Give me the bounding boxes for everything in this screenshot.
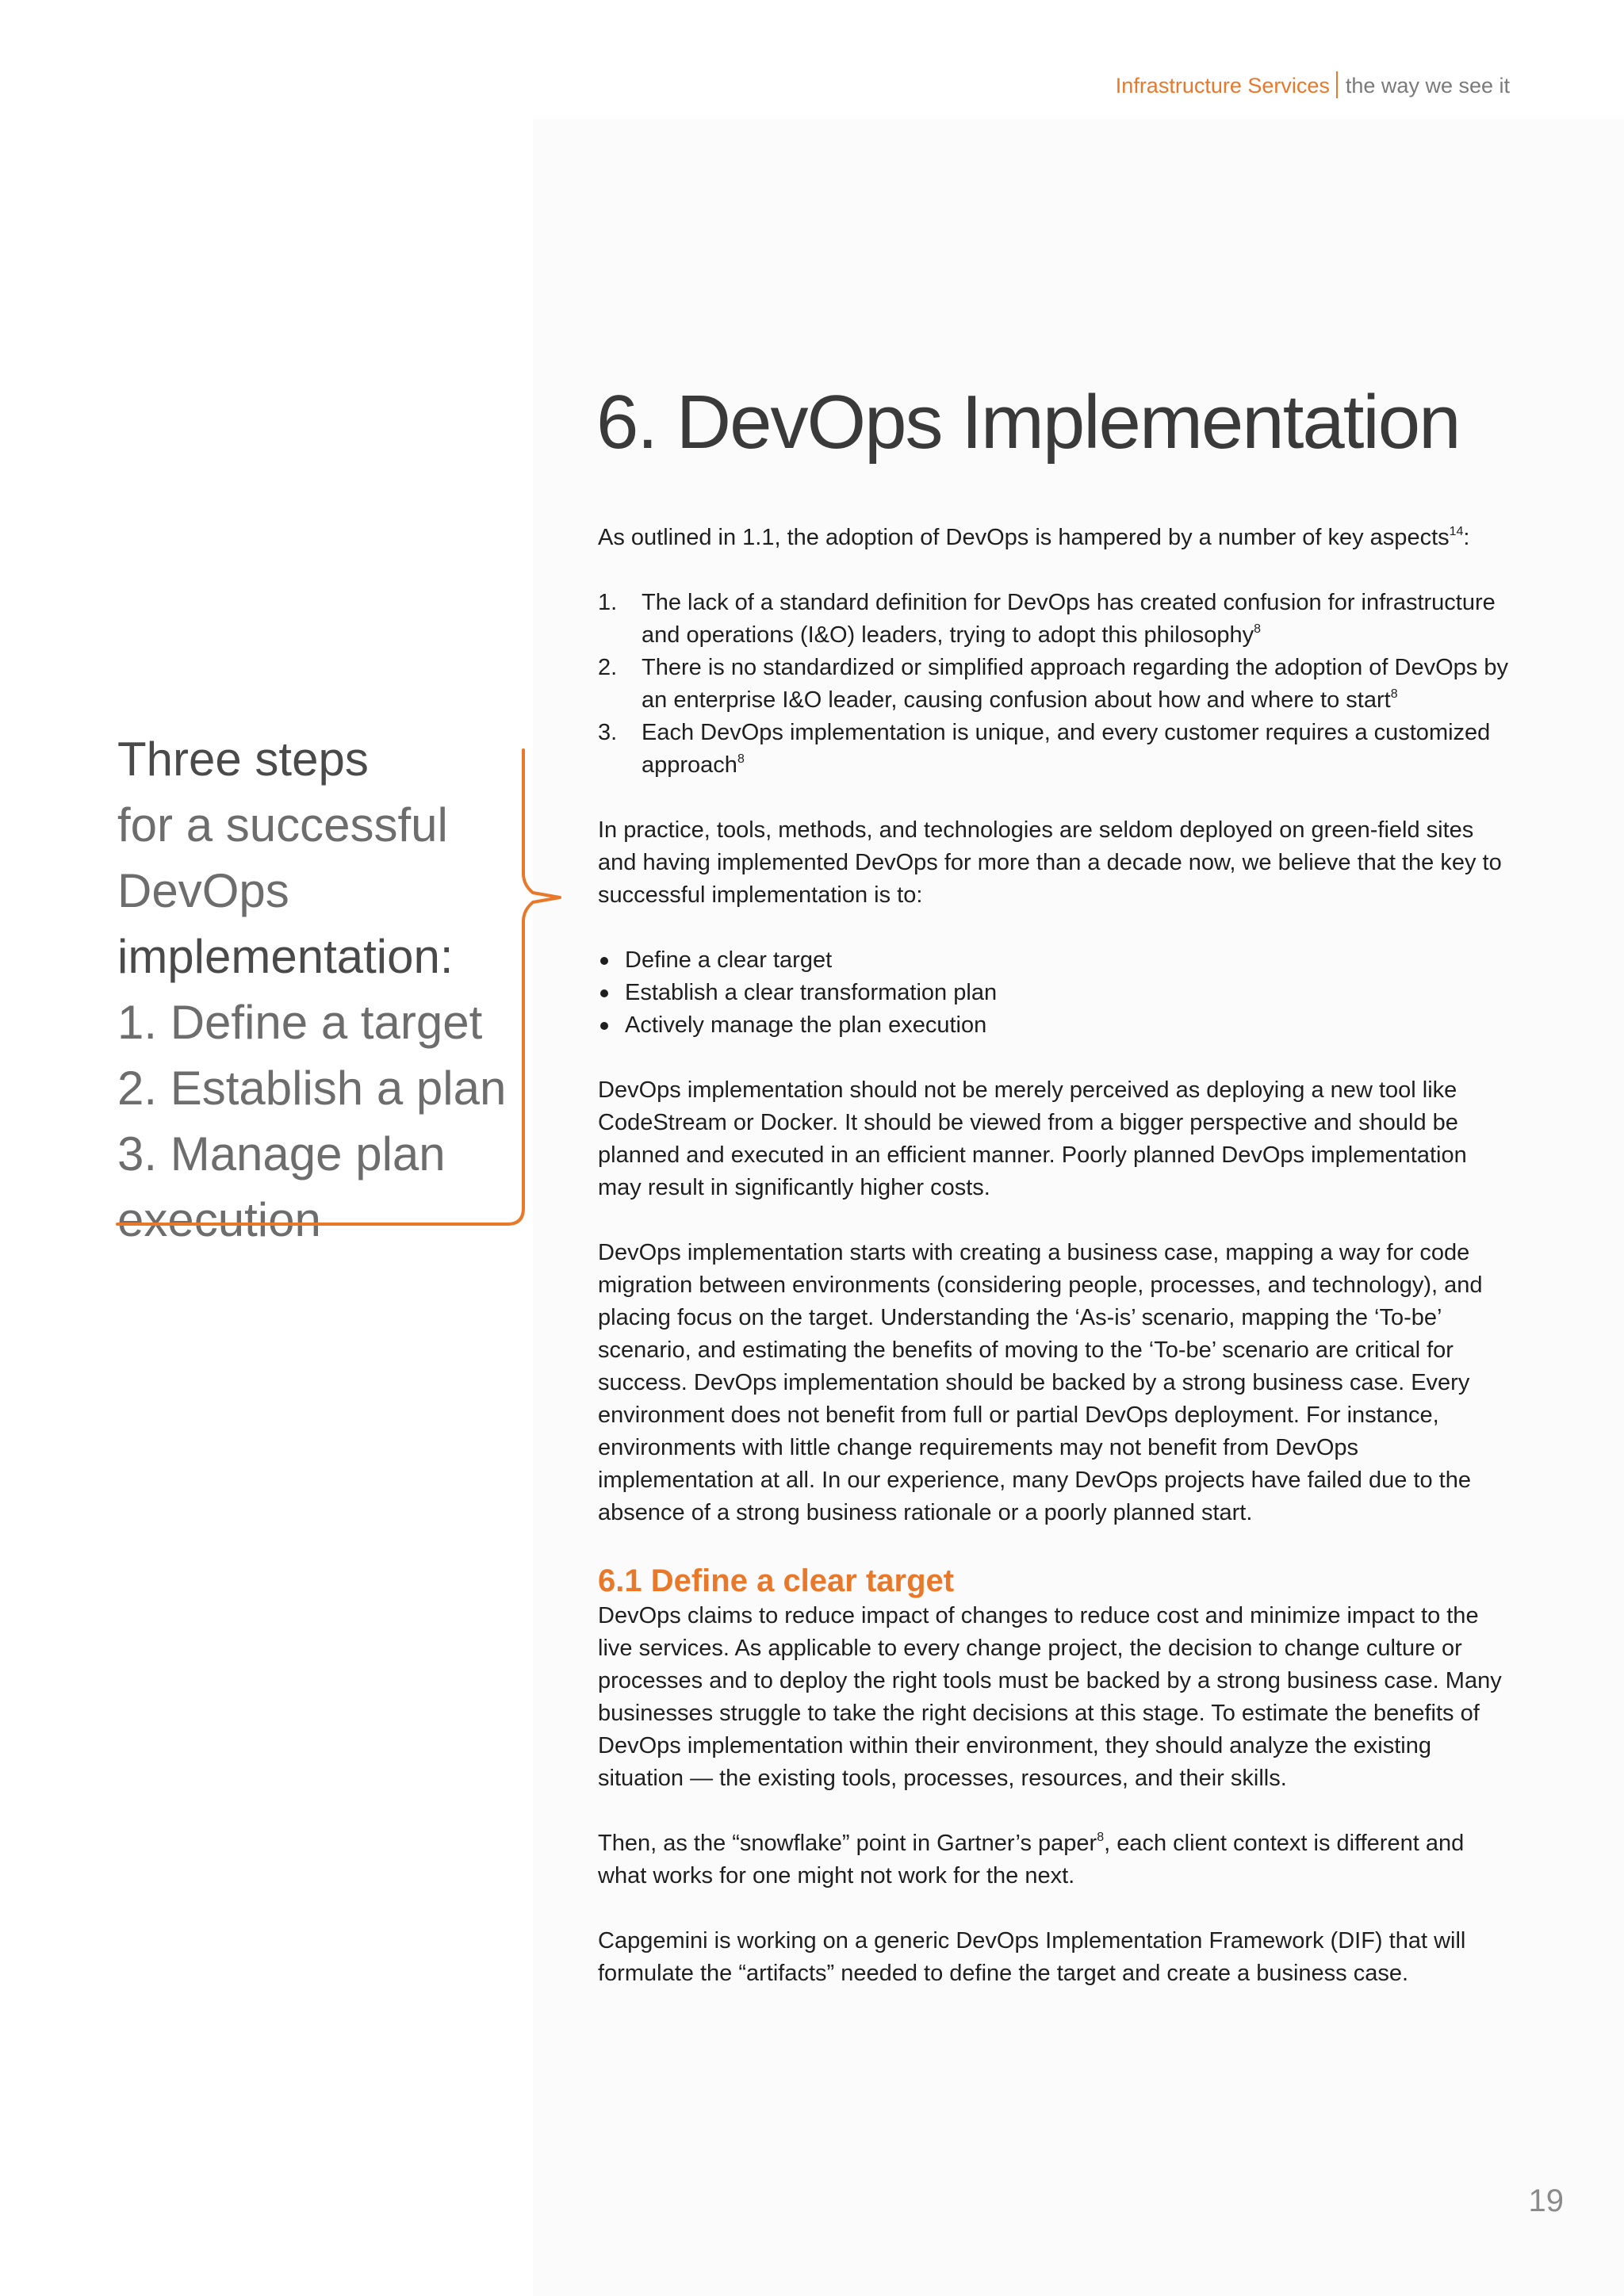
list-item: Actively manage the plan execution bbox=[598, 1009, 1510, 1042]
list-item: 1. The lack of a standard definition for DevOps has created confusion for infrastructure and operations (I&O) leaders, trying to adopt this philosophy$^8$ bbox=[598, 590, 1496, 648]
running-header bbox=[1116, 71, 1510, 98]
snowflake-paragraph: Then, as the “snowflake” point in Gartner’s paper$^8$, each client context is different and what works for one might not work for the next. bbox=[598, 1831, 1465, 1888]
header-brand: Infrastructure Services bbox=[1115, 74, 1330, 98]
body-text bbox=[598, 522, 1510, 2022]
list-item: 3. Each DevOps implementation is unique, and every customer requires a customized approach$^8$ bbox=[598, 720, 1491, 778]
section-heading: 6.1 Define a clear target bbox=[598, 1563, 955, 1598]
sidebar-line-devops: DevOps bbox=[117, 864, 289, 917]
list-item: Establish a clear transformation plan bbox=[598, 977, 1510, 1009]
framework-paragraph: Capgemini is working on a generic DevOps Implementation Framework (DIF) that will formulate the “artifacts” needed to define the target and create a business case. bbox=[598, 1928, 1466, 1986]
sidebar-line-successful: for a successful bbox=[117, 798, 448, 851]
sidebar-line-implementation: implementation: bbox=[117, 930, 454, 983]
keys-list bbox=[598, 944, 1510, 1042]
aspects-list bbox=[598, 587, 1510, 782]
header-tagline: the way we see it bbox=[1345, 74, 1510, 98]
header-separator bbox=[1336, 71, 1338, 98]
sidebar-step: 3. Manage plan bbox=[117, 1127, 446, 1181]
sidebar-step: 2. Establish a plan bbox=[117, 1062, 507, 1115]
page-number: 19 bbox=[1528, 2183, 1564, 2218]
list-item: Define a clear target bbox=[598, 944, 1510, 977]
practice-paragraph: In practice, tools, methods, and technologies are seldom deployed on green-field sites and having implemented DevOps for more than a decade now, we believe that the key to successful implementation is to: bbox=[598, 817, 1502, 908]
sidebar-step: execution bbox=[117, 1193, 321, 1246]
target-paragraph: DevOps claims to reduce impact of changes to reduce cost and minimize impact to the live services. As applicable to every change project, the decision to change culture or processes and to deploy the right tools must be backed by a strong business case. Many businesses struggle to take the right decisions at this stage. To estimate the benefits of DevOps implementation within their environment, they should analyze the existing situation — the existing tools, processes, resources, and their skills. bbox=[598, 1603, 1502, 1791]
tool-paragraph: DevOps implementation should not be merely perceived as deploying a new tool like CodeStream or Docker. It should be viewed from a bigger perspective and should be planned and executed in an efficient manner. Poorly planned DevOps implementation may result in significantly higher costs. bbox=[598, 1077, 1467, 1200]
sidebar-step: 1. Define a target bbox=[117, 996, 483, 1049]
page-title: 6. DevOps Implementation bbox=[596, 380, 1460, 465]
orange-brace-bracket bbox=[111, 745, 571, 1284]
list-item: 2. There is no standardized or simplified approach regarding the adoption of DevOps by an enterprise I&O leader, causing confusion about how and where to start$^8$ bbox=[598, 655, 1508, 713]
sidebar-line-three-steps: Three steps bbox=[117, 733, 369, 786]
business-case-paragraph: DevOps implementation starts with creating a business case, mapping a way for code migration between environments (considering people, processes, and technology), and placing focus on the target. Understanding the ‘As-is’ scenario, mapping the ‘To-be’ scenario, and estimating the benefits of moving to the ‘To-be’ scenario are critical for success. DevOps implementation should be backed by a strong business case. Every environment does not benefit from full or partial DevOps deployment. For instance, environments with little change requirements may not benefit from DevOps implementation at all. In our experience, many DevOps projects have failed due to the absence of a strong business rationale or a poorly planned start. bbox=[598, 1240, 1483, 1525]
intro-paragraph: As outlined in 1.1, the adoption of DevOps is hampered by a number of key aspects$^{14}$: bbox=[598, 525, 1470, 550]
